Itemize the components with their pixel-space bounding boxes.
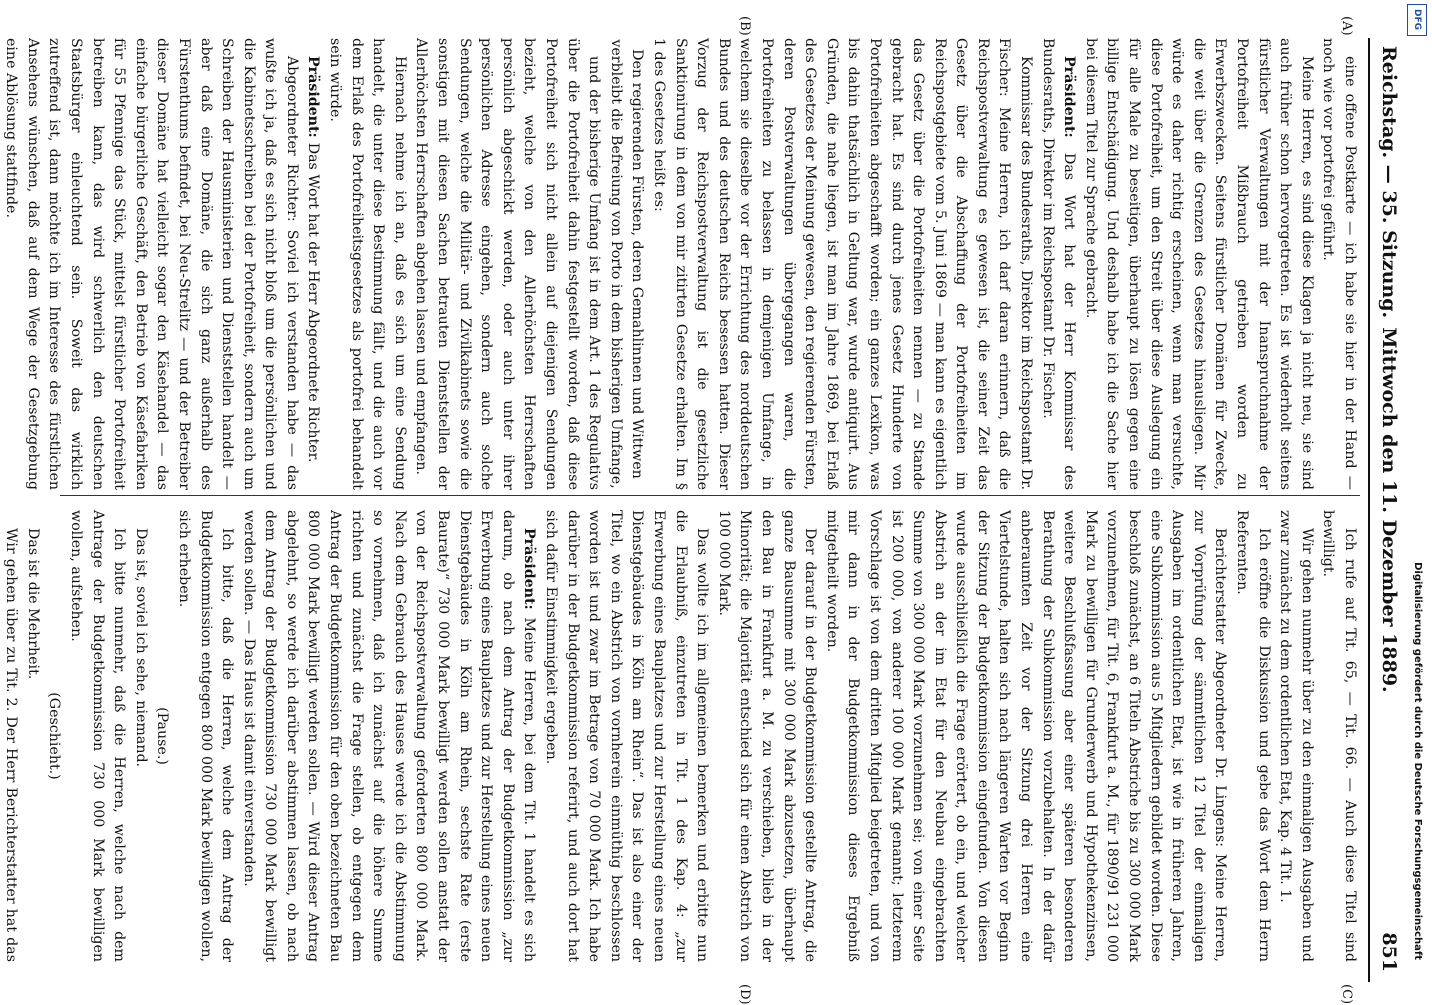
paragraph bbox=[0, 38, 302, 490]
margin-letter-a: (A) bbox=[1339, 16, 1354, 36]
paragraph bbox=[151, 510, 173, 962]
paragraph bbox=[604, 38, 647, 490]
header-date: Mittwoch den 11. Dezember 1889. bbox=[1378, 327, 1400, 693]
paragraph bbox=[64, 510, 129, 962]
paragraph-text: Meine Herren, es sind diese Klagen ja nicht neu, sie sind auch früher schon hervorgetreten. Es ist wiederholt seitens fürstlicher Verwaltungen mit der Inanspruchnahme der Portofreiheit Mißbrauch getrieben worden zu Erwerbszwecken. Seitens fürstlicher Domänen für Zwecke, die weit über die Grenzen des Gesetzes hinausliegen. Mir würde es daher richtig erscheinen, wenn man versuchte, diese Portofreiheit, um den Streit über diese Auslegung ein für alle Male zu beseitigen, überhaupt zu lösen gegen eine billige Entschädigung. Und deshalb habe ich die Sache hier bei diesem Titel zur Sprache gebracht. bbox=[1082, 38, 1315, 490]
dfg-logo: DFG bbox=[1407, 4, 1427, 36]
paragraph-text: Meine Herren, bei dem Tit. 1 handelt es sich darum, ob nach dem Antrag der Budgetkommission „zur Erwerbung eines Bauplatzes und zur Herstellung eines neuen Dienstgebäudes in Köln am Rhein, sechste Rate (erste Baurate)“ 730 000 Mark bewilligt werden sollen anstatt der von der Reichspostverwaltung geforderten 800 000 Mark. Nach dem Gebrauch des Hauses werde ich die Abstimmung so vornehmen, daß ich zunächst auf die höhere Summe richten und zunächst die Frage stellen, ob entgegen dem Antrag der Budgetkommission für den oben bezeichneten Bau 800 000 Mark bewilligt werden sollen. — Wird dieser Antrag abgelehnt, so werde ich darüber abstimmen lassen, ob nach dem Antrag der Budgetkommission 730 000 Mark bewilligt werden sollen. — Das Haus ist damit einverstanden. bbox=[240, 510, 538, 962]
paragraph-text: Wir gehen über zu Tit. 2. Der Herr Berichterstatter hat das bbox=[3, 528, 20, 962]
paragraph-text: Kommissar des Bundesraths, Direktor im Reichspostamt Dr. Fischer: Meine Herren, ich darf daran erinnern, daß die Reichspostverwaltung es gewesen ist, die seiner Zeit das Gesetz über die Abschaffung der Portofreiheiten im Reichspostgebiete vom 5. Juni 1869 — man kann es eigentlich das Gesetz über die Portofreiheiten nennen — zu Stande gebracht hat. Es sind durch jenes Gesetz Hunderte von Portofreiheiten abgeschafft worden; ein ganzes Lexikon, was bis dahin thatsächlich in Geltung war, wurde antiquirt. Aus Gründen, die nahe liegen, ist man im Jahre 1869, bei Erlaß des Gesetzes der Meinung gewesen, den regierenden Fürsten, deren Postverwaltungen übergegangen waren, die Portofreiheiten zu belassen in demjenigen Umfange, in welchem sie dieselbe vor der Errichtung des norddeutschen Bundes und des deutschen Reichs besessen hatten. Dieser Vorzug der Reichspostverwaltung ist die gesetzliche Sanktionirung in dem von mir zitirten Gesetze erhalten. Im § 1 des Gesetzes heißt es: bbox=[651, 38, 1035, 490]
paragraph bbox=[21, 510, 43, 962]
page-header bbox=[1368, 38, 1410, 982]
margin-letter-b: (B) bbox=[737, 16, 752, 36]
paragraph-text: Das Wort hat der Herr Abgeordnete Richter. bbox=[305, 142, 322, 463]
left-column bbox=[3, 38, 1360, 490]
margin-letter-d: (D) bbox=[737, 984, 752, 1005]
digitization-credit: Digitalisierung gefördert durch die Deutsche Forschungsgemeinschaft bbox=[1412, 562, 1423, 960]
paragraph-text: (Pause.) bbox=[154, 707, 171, 765]
paragraph bbox=[1230, 510, 1273, 962]
paragraph bbox=[1036, 38, 1079, 490]
paragraph-text: Hiernach nehme ich an, daß es sich um eine Sendung handelt, die unter diese Bestimmung fällt, und die auch vor dem Erlaß des Portofreiheitsgesetzes als portofrei behandelt sein würde. bbox=[327, 38, 408, 490]
paragraph bbox=[172, 510, 237, 962]
paragraph-text: Ich eröffne die Diskussion und gebe das Wort dem Herrn Referenten. bbox=[1234, 510, 1272, 962]
paragraph bbox=[539, 510, 712, 962]
speaker-label: Präsident: bbox=[305, 56, 322, 143]
paragraph-text: Ich bitte, daß die Herren, welche dem Antrag der Budgetkommission entgegen 800 000 Mark bewilligen wollen, sich erheben. bbox=[175, 510, 236, 962]
paragraph-text: Das ist, soviel ich sehe, niemand. bbox=[132, 528, 149, 768]
right-column bbox=[3, 510, 1360, 962]
paragraph bbox=[237, 510, 539, 962]
paragraph-text: Das Wort hat der Herr Kommissar des Bundesraths, Direktor im Reichspostamt Dr. Fischer. bbox=[1039, 38, 1078, 490]
paragraph bbox=[324, 38, 410, 490]
speaker-label: Präsident: bbox=[521, 528, 538, 618]
paragraph-text: Abgeordneter Richter: Soviel ich verstanden habe — das wußte ich ja, daß es sich nicht bloß um die persönlichen und die Kabinetsschreiben bei der Portofreiheit, sondern auch um Schreiben der Hausministerien und Dienststellen handelt — aber daß eine Domäne, die sich ganz außerhalb des Fürstenthums befindet, bei Neu-Strelitz — und der Betreiber dieser Domäne hat vielleicht sogar den Käsehandel — das einfache bürgerliche Geschäft, den Betrieb von Käsefabriken für 55 Pfennige das Stück, mittelst fürstlicher Portofreiheit betreiben kann, das wird schwerlich den deutschen Staatsbürger einleuchtend sein. Soweit das wirklich zutreffend ist, dann möchte ich im Interesse des fürstlichen Ansehens wünschen, daß auf dem Wege der Gesetzgebung eine Ablösung stattfinde. bbox=[3, 38, 300, 490]
page-number: 851 bbox=[1378, 932, 1400, 972]
digitization-credit-strip bbox=[1405, 0, 1429, 1000]
speaker-label: Präsident: bbox=[1061, 56, 1078, 153]
paragraph-text: eine offene Postkarte — ich habe sie hier in der Hand — noch wie vor portofrei geführt. bbox=[1320, 38, 1358, 490]
paragraph bbox=[712, 510, 820, 962]
paragraph-text: Den regierenden Fürsten, deren Gemahlinnen und Wittwen verbleibt die Befreiung von Porto in dem bisherigen Umfange, bbox=[607, 39, 646, 489]
paragraph-text: (Geschieht.) bbox=[46, 692, 63, 780]
paragraph-text: Wir gehen nunmehr über zu den einmaligen Ausgaben und zwar zunächst zu dem ordentlichen Etat, Kap. 4 Tit. 1. bbox=[1277, 510, 1315, 962]
paragraph bbox=[0, 510, 21, 962]
paragraph-text: Ich rufe auf Tit. 65, — Tit. 66. — Auch diese Titel sind bewilligt. bbox=[1320, 510, 1358, 962]
paragraph bbox=[1274, 510, 1317, 962]
paragraph bbox=[1317, 510, 1360, 962]
paragraph bbox=[1317, 38, 1360, 490]
paragraph-text: Berichterstatter Abgeordneter Dr. Lingens: Meine Herren, zur Vorprüfung der sämmtlichen 12 Titel der einmaligen Ausgaben im ordentlichen Etat, ist wie in früheren Jahren, eine Subkommission aus 5 Mitgliedern gebildet worden. Diese beschloß zunächst, an 6 Titeln Abstriche bis zu 300 000 Mark vorzunehmen, für Tit. 6, Frankfurt a. M., für 1890/91 231 000 Mark zu bewilligen für Grunderwerb und Hypothekenzinsen, weitere Beschlußfassung aber einer späteren besonderen Berathung der Subkommission vorzubehalten. In der dafür anberaumten Zeit vor der Sitzung drei Herren eine Viertelstunde, halten sich nach längeren Warten vor Beginn der Sitzung der Budgetkommission eingefunden. Von diesen wurde ausschließlich die Frage erörtert, ob ein, und welcher Abstrich an der im Etat für den Neubau eingebrachten Summe von 300 000 Mark vorzunehmen sei; von einer Seite ist 200 000, von anderer 100 000 Mark genannt; letzterem Vorschlage ist von dem dritten Mitglied beigetreten, und von mir dann in der Budgetkommission dieses Ergebniß mitgetheilt worden. bbox=[823, 510, 1229, 962]
paragraph-text: Das wollte ich im allgemeinen bemerken und erbitte nun die Erlaubniß, einzutreten in Tit. 1 des Kap. 4: „zur Erwerbung eines Bauplatzes und zur Herstellung eines neuen Dienstgebäudes in Köln am Rhein“. Das ist also einer der Titel, wo ein Abstrich von vornherein einmüthig beschlossen worden ist und zwar im Betrage von 70 000 Mark. Ich habe darüber in der Budgetkommission referirt, und auch dort hat sich dafür Einstimmigkeit ergeben. bbox=[543, 510, 711, 962]
paragraph bbox=[302, 38, 324, 490]
paragraph bbox=[1079, 38, 1317, 490]
paragraph-text: und der bisherige Umfang ist in dem Art. 1 des Regulativs über die Portofreiheit dahin festgestellt worden, daß diese Portofreiheit sich nicht allein auf diejenigen Sendungen bezieht, welche von den Allerhöchsten Herrschaften persönlich abgeschickt werden, oder auch unter ihrer persönlichen Adresse eingehen, sondern auch solche Sendungen, welche die Militär- und Zivilkabinets sowie die sonstigen mit diesen Sachen betrauten Dienststellen der Allerhöchsten Herrschaften abgehen lassen und empfangen. bbox=[413, 38, 603, 490]
paragraph-text: Das ist die Mehrheit. bbox=[24, 528, 41, 680]
paragraph-text: Der darauf in der Budgetkommission gestellte Antrag, die ganze Bausumme mit 300 000 Mark abzusetzen, überhaupt den Bau in Frankfurt a. M. zu verschieben, blieb in der Minorität; die Majorität entschied sich für einen Abstrich von 100 000 Mark. bbox=[715, 510, 819, 962]
paragraph bbox=[410, 38, 604, 490]
column-divider bbox=[60, 495, 1360, 496]
header-title: Reichstag. — 35. Sitzung. bbox=[1378, 46, 1400, 319]
paragraph bbox=[43, 510, 65, 962]
paragraph-text: Ich bitte nunmehr, daß die Herren, welche nach dem Antrage der Budgetkommission 730 000 Mark bewilligen wollen, aufstehen. bbox=[67, 510, 128, 962]
paragraph bbox=[129, 510, 151, 962]
margin-letter-c: (C) bbox=[1339, 984, 1354, 1005]
paragraph bbox=[647, 38, 1036, 490]
paragraph bbox=[820, 510, 1230, 962]
